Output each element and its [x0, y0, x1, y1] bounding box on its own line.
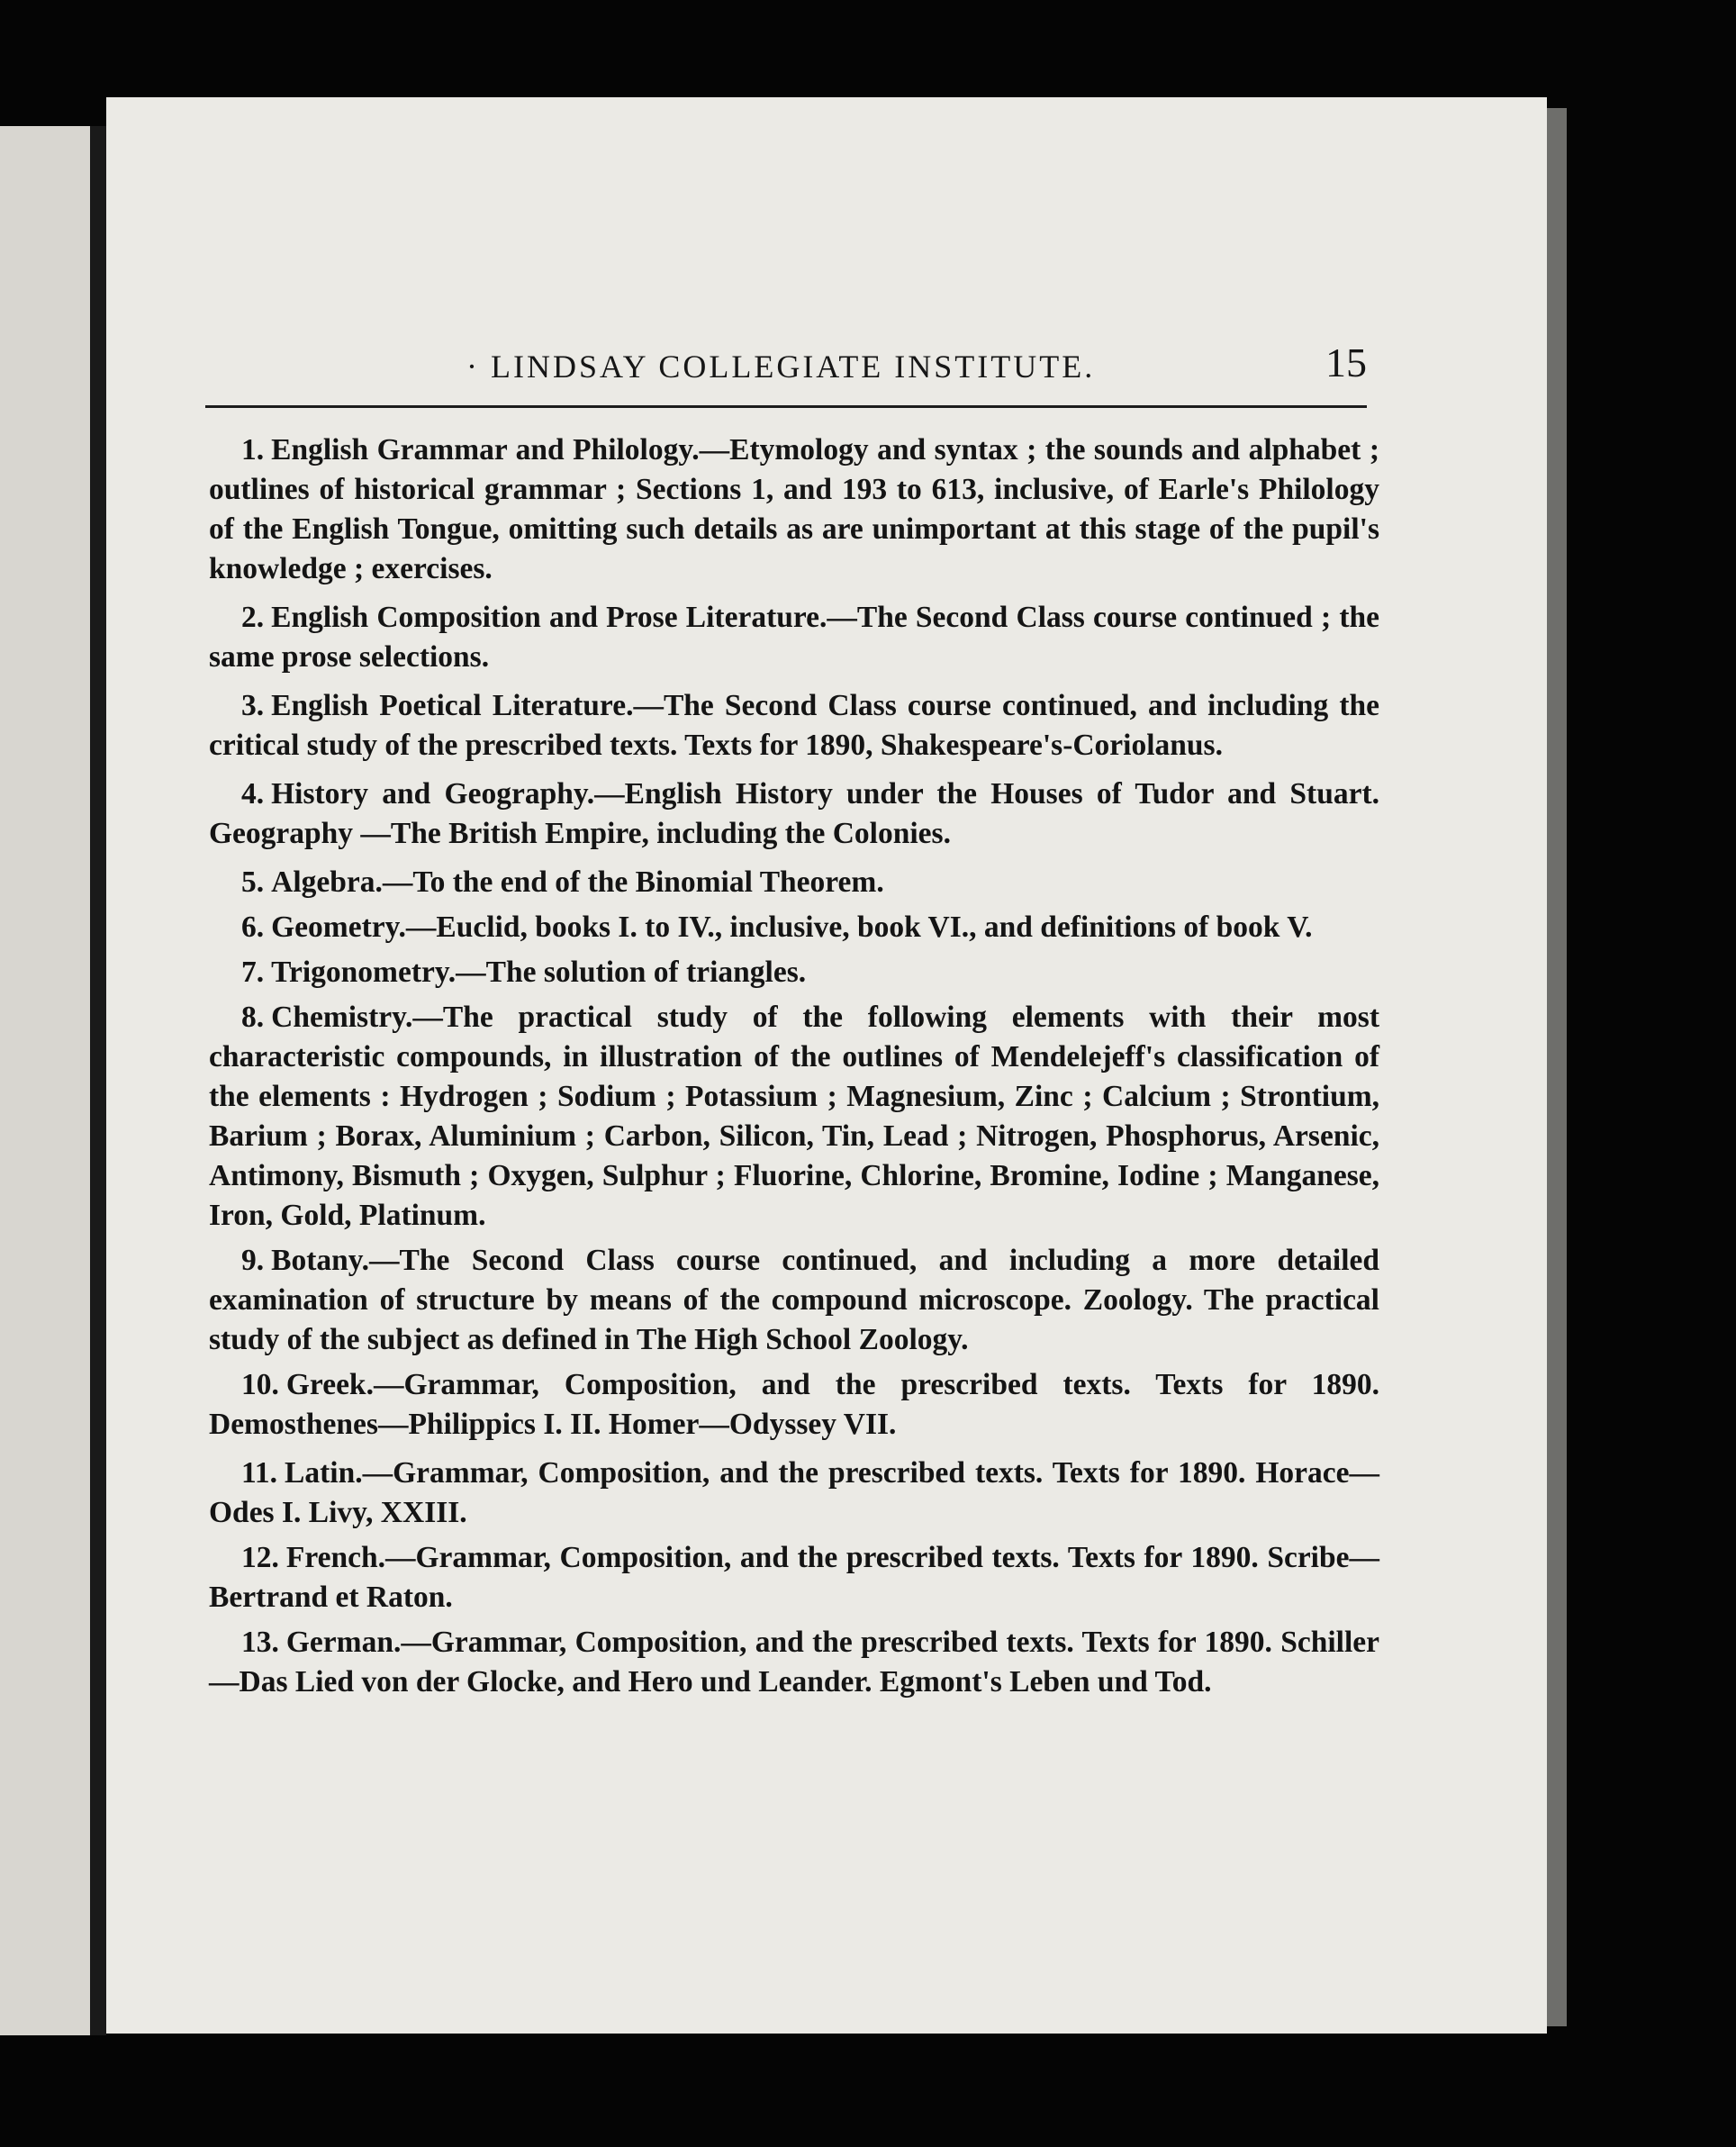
section-item: 8. Chemistry.—The practical study of the following elements with their most characteristic compounds, in illustration of the outlines of Mendelejeff's classification of the elements : Hydrogen ; Sodium ; Potassium ; Magnesium, Zinc ; Calcium ; Strontium, Barium ; Borax, Aluminium ; Carbon, Silicon, Tin, Lead ; Nitrogen, Phosphorus, Arsenic, Antimony, Bismuth ; Oxygen, Sulphur ; Fluorine, Chlorine, Bromine, Iodine ; Manganese, Iron, Gold, Platinum. — [209, 1001, 1379, 1232]
section-item: 3. English Poetical Literature.—The Second Class course continued, and including the critical study of the prescribed texts. Texts for 1890, Shakespeare's-Coriolanus. — [209, 689, 1379, 762]
course-list — [209, 430, 1379, 1708]
section-item: 9. Botany.—The Second Class course continued, and including a more detailed examination of structure by means of the compound microscope. Zoology. The practical study of the subject as defined in The High School Zoology. — [209, 1244, 1379, 1356]
book-gutter — [90, 126, 106, 2035]
running-title: · LINDSAY COLLEGIATE INSTITUTE. — [466, 349, 1096, 385]
page-header — [205, 339, 1367, 411]
section-item: 7. Trigonometry.—The solution of triangles. — [241, 956, 807, 989]
section-item: 2. English Composition and Prose Literature.—The Second Class course continued ; the same prose selections. — [209, 601, 1379, 674]
section-item: 13. German.—Grammar, Composition, and the prescribed texts. Texts for 1890. Schiller—Das Lied von der Glocke, and Hero und Leander. Egmont's Leben und Tod. — [209, 1626, 1379, 1699]
header-rule — [205, 405, 1367, 408]
section-item: 5. Algebra.—To the end of the Binomial Theorem. — [241, 865, 884, 899]
section-item: 12. French.—Grammar, Composition, and the prescribed texts. Texts for 1890. Scribe—Bertrand et Raton. — [209, 1541, 1379, 1614]
section-item: 1. English Grammar and Philology.—Etymology and syntax ; the sounds and alphabet ; outlines of historical grammar ; Sections 1, and 193 to 613, inclusive, of Earle's Philology of the English Tongue, omitting such details as are unimportant at this stage of the pupil's knowledge ; exercises. — [209, 433, 1379, 585]
facing-page-edge — [0, 126, 90, 2035]
section-item: 6. Geometry.—Euclid, books I. to IV., inclusive, book VI., and definitions of book V. — [241, 910, 1313, 944]
section-item: 4. History and Geography.—English History under the Houses of Tudor and Stuart. Geography —The British Empire, including the Colonies. — [209, 777, 1379, 850]
page-number: 15 — [1325, 340, 1367, 385]
section-item: 10. Greek.—Grammar, Composition, and the prescribed texts. Texts for 1890. Demosthenes—Philippics I. II. Homer—Odyssey VII. — [209, 1368, 1379, 1441]
section-item: 11. Latin.—Grammar, Composition, and the prescribed texts. Texts for 1890. Horace—Odes I. Livy, XXIII. — [209, 1456, 1379, 1529]
